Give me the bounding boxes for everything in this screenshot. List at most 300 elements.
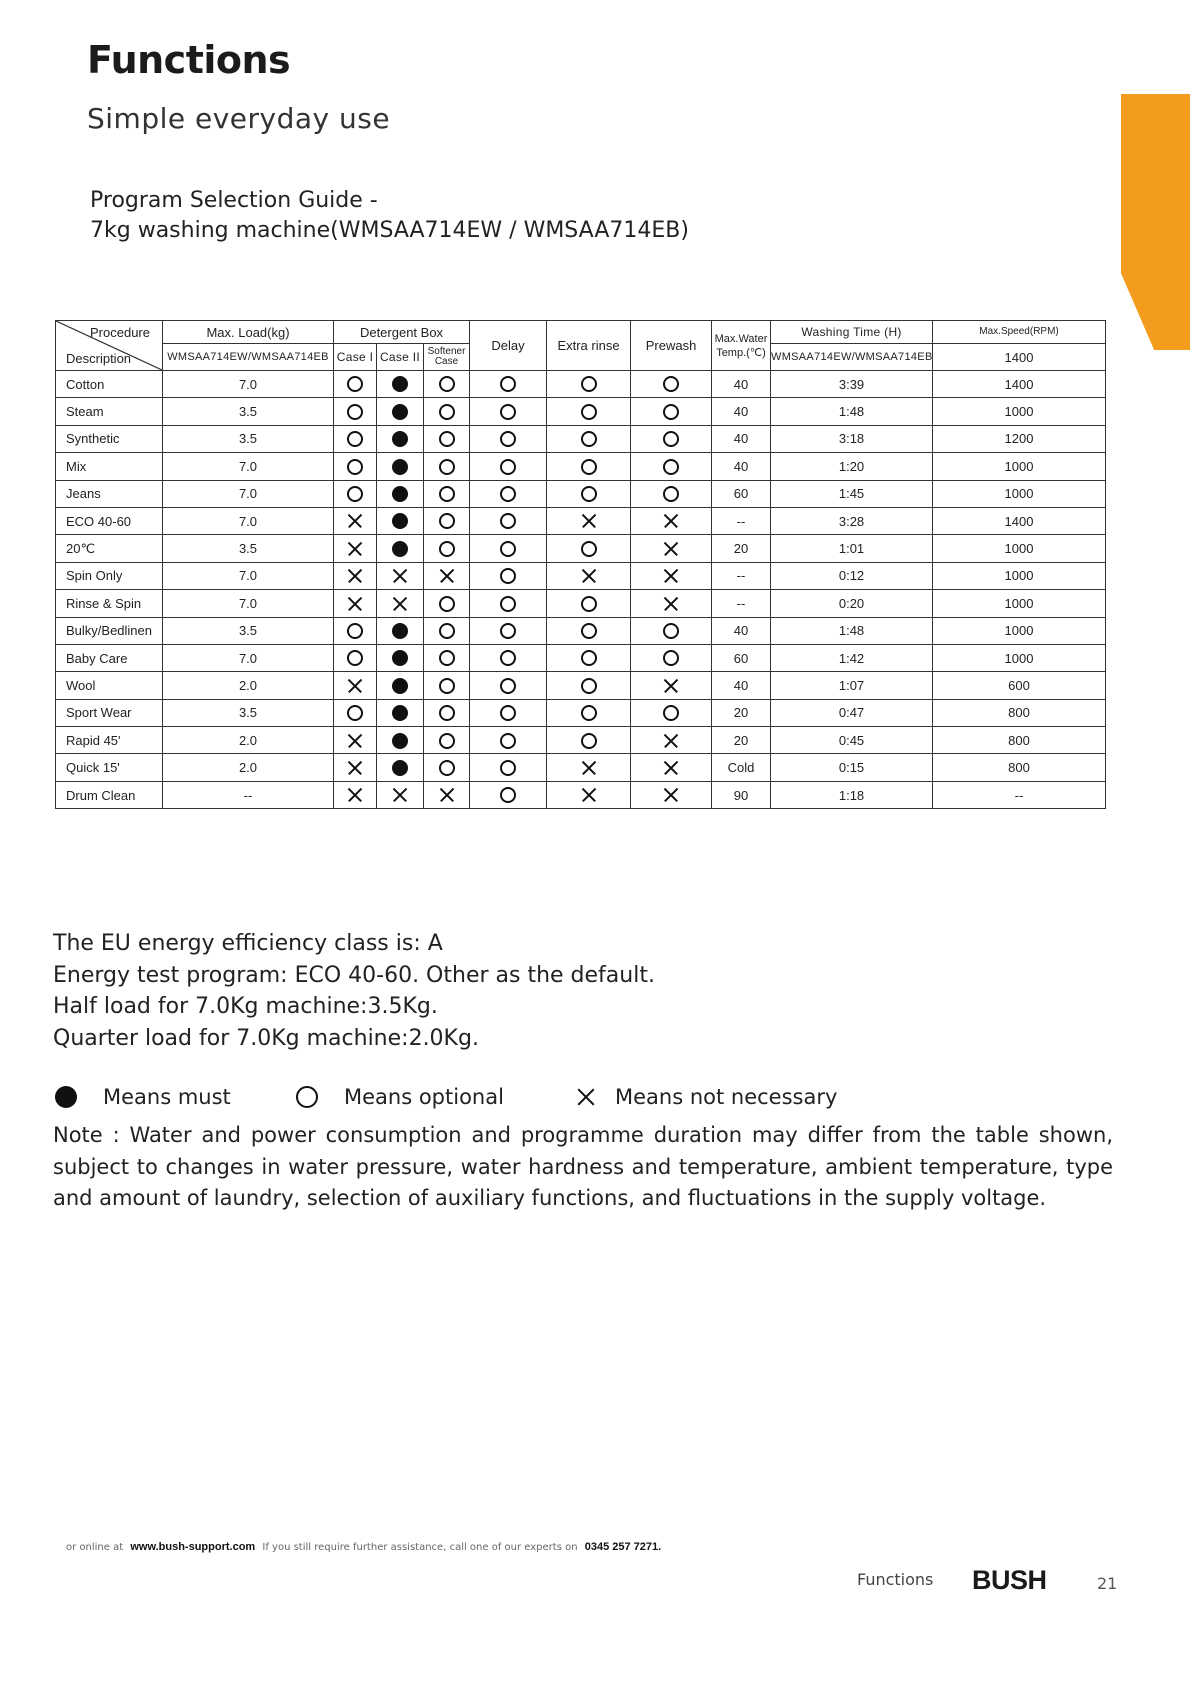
delay-header: Delay [470,321,547,371]
cross-icon [347,760,363,776]
max-speed-cell: 1200 [933,425,1106,452]
open-circle-icon [581,678,597,694]
filled-circle-icon [392,513,408,529]
case1-cell [334,507,377,534]
case1-cell [334,644,377,671]
washing-time-cell: 1:45 [771,480,933,507]
max-load-cell: 3.5 [163,699,334,726]
max-speed-cell: 1000 [933,644,1106,671]
softener-case-header [424,344,470,371]
max-load-cell: 2.0 [163,727,334,754]
open-circle-icon [500,650,516,666]
load-model-header: WMSAA714EW/WMSAA714EB [163,344,334,371]
case1-cell [334,754,377,781]
extra-rinse-cell [547,590,631,617]
footer-middle-text: If you still require further assistance, call one of our experts on [262,1542,578,1553]
delay-cell [470,617,547,644]
washing-time-cell: 0:12 [771,562,933,589]
cross-icon [392,568,408,584]
delay-cell [470,425,547,452]
open-circle-icon [347,623,363,639]
footer-phone: 0345 257 7271. [584,1541,662,1553]
delay-cell [470,590,547,617]
open-circle-icon [500,541,516,557]
procedure-description-header [56,321,163,371]
max-load-cell: 3.5 [163,617,334,644]
extra-rinse-cell [547,617,631,644]
open-circle-icon [663,376,679,392]
program-name-cell: Synthetic [56,425,163,452]
open-circle-icon [500,787,516,803]
max-speed-cell: 1000 [933,590,1106,617]
softener-cell [424,507,470,534]
orange-corner-tab [1121,94,1190,350]
extra-rinse-cell [547,398,631,425]
extra-rinse-cell [547,672,631,699]
filled-circle-icon [392,376,408,392]
max-water-temp-header [712,321,771,371]
open-circle-icon [439,513,455,529]
table-row [56,371,1106,398]
case2-cell [377,398,424,425]
case2-cell [377,480,424,507]
energy-test-program-line: Energy test program: ECO 40-60. Other as the default. [53,962,655,988]
cross-icon [663,513,679,529]
program-name-cell: Wool [56,672,163,699]
washing-time-cell: 0:45 [771,727,933,754]
detergent-box-header: Detergent Box [334,321,470,344]
open-circle-icon [500,376,516,392]
extra-rinse-header: Extra rinse [547,321,631,371]
max-load-cell: 3.5 [163,398,334,425]
open-circle-icon [439,623,455,639]
softener-cell [424,562,470,589]
table-row [56,727,1106,754]
open-circle-icon [581,541,597,557]
table-row [56,644,1106,671]
case2-cell [377,590,424,617]
open-circle-icon [439,650,455,666]
water-temp-cell: 60 [712,480,771,507]
washing-time-cell: 0:15 [771,754,933,781]
softener-cell [424,480,470,507]
case1-cell [334,371,377,398]
speed-model-header: 1400 [933,344,1106,371]
cross-icon [663,733,679,749]
open-circle-icon [500,596,516,612]
softener-cell [424,754,470,781]
open-circle-icon [439,404,455,420]
case2-cell [377,781,424,808]
max-load-cell: 7.0 [163,562,334,589]
open-circle-icon [439,459,455,475]
cross-icon [347,568,363,584]
max-load-cell: 2.0 [163,754,334,781]
cross-icon [581,760,597,776]
cross-icon [439,568,455,584]
case2-header: Case II [377,344,424,371]
legend-optional-label: Means optional [344,1085,504,1109]
half-load-line: Half load for 7.0Kg machine:3.5Kg. [53,994,438,1019]
prewash-cell [631,781,712,808]
case2-cell [377,754,424,781]
footer-support-line [66,1541,665,1553]
brand-logo: BUSH [972,1565,1047,1595]
water-temp-cell: 40 [712,398,771,425]
washing-time-cell: 0:47 [771,699,933,726]
open-circle-icon [439,596,455,612]
prewash-cell [631,644,712,671]
delay-cell [470,507,547,534]
extra-rinse-cell [547,781,631,808]
case1-header: Case I [334,344,377,371]
water-temp-cell: 20 [712,727,771,754]
max-speed-cell: 1000 [933,453,1106,480]
quarter-load-line: Quarter load for 7.0Kg machine:2.0Kg. [53,1025,479,1051]
extra-rinse-cell [547,562,631,589]
cross-icon [581,568,597,584]
max-load-cell: 7.0 [163,371,334,398]
washing-time-model-header: WMSAA714EW/WMSAA714EB [771,344,933,371]
program-name-cell: Cotton [56,371,163,398]
cross-icon [663,760,679,776]
case2-cell [377,644,424,671]
case1-cell [334,699,377,726]
filled-circle-icon [392,678,408,694]
open-circle-icon [347,376,363,392]
open-circle-icon [500,705,516,721]
prewash-cell [631,672,712,699]
washing-time-cell: 1:48 [771,398,933,425]
water-temp-cell: 90 [712,781,771,808]
washing-time-cell: 3:39 [771,371,933,398]
max-load-cell: 2.0 [163,672,334,699]
max-speed-cell: 600 [933,672,1106,699]
extra-rinse-cell [547,644,631,671]
extra-rinse-cell [547,480,631,507]
table-row [56,453,1106,480]
max-speed-cell: 800 [933,699,1106,726]
program-name-cell: Mix [56,453,163,480]
cross-icon [347,733,363,749]
open-circle-icon [347,404,363,420]
prewash-cell [631,617,712,644]
open-circle-icon [347,486,363,502]
open-circle-icon [663,459,679,475]
max-speed-cell: 1000 [933,617,1106,644]
washing-time-cell: 1:20 [771,453,933,480]
max-speed-cell: 800 [933,727,1106,754]
max-speed-cell: 800 [933,754,1106,781]
case2-cell [377,562,424,589]
page-title: Functions [87,38,291,82]
open-circle-icon [581,650,597,666]
delay-cell [470,535,547,562]
open-circle-icon [439,678,455,694]
open-circle-icon [439,733,455,749]
case1-cell [334,480,377,507]
case1-cell [334,535,377,562]
max-load-cell: 7.0 [163,453,334,480]
max-load-cell: 7.0 [163,590,334,617]
water-temp-cell: 40 [712,453,771,480]
filled-circle-icon [392,733,408,749]
case1-cell [334,781,377,808]
open-circle-icon [581,431,597,447]
open-circle-icon [500,733,516,749]
table-row [56,425,1106,452]
prewash-cell [631,453,712,480]
max-load-cell: 7.0 [163,480,334,507]
washing-time-cell: 1:42 [771,644,933,671]
water-temp-cell: 40 [712,672,771,699]
max-speed-cell: 1000 [933,535,1106,562]
softener-cell [424,781,470,808]
delay-cell [470,562,547,589]
case2-cell [377,727,424,754]
max-speed-cell: -- [933,781,1106,808]
open-circle-icon [439,541,455,557]
cross-icon [663,787,679,803]
open-circle-icon [663,650,679,666]
prewash-cell [631,562,712,589]
prewash-cell [631,371,712,398]
washing-time-cell: 1:07 [771,672,933,699]
cross-icon [392,596,408,612]
open-circle-icon [347,459,363,475]
filled-circle-icon [392,705,408,721]
case2-cell [377,371,424,398]
open-circle-icon [581,596,597,612]
water-temp-cell: -- [712,507,771,534]
table-row [56,507,1106,534]
energy-info [53,928,655,1054]
delay-cell [470,371,547,398]
table-row [56,562,1106,589]
open-circle-icon [581,705,597,721]
washing-time-cell: 0:20 [771,590,933,617]
washing-time-cell: 3:18 [771,425,933,452]
cross-icon [577,1088,595,1106]
max-speed-cell: 1000 [933,398,1106,425]
extra-rinse-cell [547,453,631,480]
case1-cell [334,562,377,589]
washing-time-header: Washing Time (H) [771,321,933,344]
open-circle-icon [500,513,516,529]
filled-circle-icon [392,486,408,502]
open-circle-icon [581,459,597,475]
max-speed-cell: 1400 [933,507,1106,534]
open-circle-icon [581,733,597,749]
max-load-cell: -- [163,781,334,808]
open-circle-icon [439,760,455,776]
filled-circle-icon [392,623,408,639]
softener-cell [424,672,470,699]
softener-cell [424,371,470,398]
max-speed-cell: 1000 [933,480,1106,507]
open-circle-icon [500,760,516,776]
delay-cell [470,754,547,781]
guide-title-line-1: Program Selection Guide - [90,188,378,213]
open-circle-icon [347,431,363,447]
cross-icon [663,596,679,612]
open-circle-icon [439,705,455,721]
water-temp-cell: Cold [712,754,771,781]
softener-cell [424,617,470,644]
open-circle-icon [581,623,597,639]
prewash-cell [631,590,712,617]
cross-icon [581,787,597,803]
case2-cell [377,672,424,699]
guide-title-line-2: 7kg washing machine(WMSAA714EW / WMSAA714EB) [90,218,689,243]
prewash-cell [631,535,712,562]
softener-cell [424,699,470,726]
prewash-cell [631,727,712,754]
open-circle-icon [500,404,516,420]
table-row [56,672,1106,699]
open-circle-icon [581,404,597,420]
program-name-cell: Quick 15' [56,754,163,781]
max-load-cell: 7.0 [163,507,334,534]
case2-cell [377,617,424,644]
water-temp-cell: 40 [712,371,771,398]
legend-not-necessary [577,1085,837,1109]
cross-icon [347,513,363,529]
open-circle-icon [663,404,679,420]
open-circle-icon [500,678,516,694]
filled-circle-icon [392,404,408,420]
procedure-label: Procedure [90,325,150,340]
extra-rinse-cell [547,727,631,754]
delay-cell [470,480,547,507]
legend-must-label: Means must [103,1085,231,1109]
case1-cell [334,453,377,480]
program-name-cell: Steam [56,398,163,425]
cross-icon [663,678,679,694]
delay-cell [470,727,547,754]
program-name-cell: Drum Clean [56,781,163,808]
delay-cell [470,644,547,671]
water-temp-cell: -- [712,590,771,617]
program-name-cell: Baby Care [56,644,163,671]
open-circle-icon [500,623,516,639]
description-label: Description [66,351,132,366]
open-circle-icon [500,486,516,502]
open-circle-icon [500,431,516,447]
softener-cell [424,644,470,671]
open-circle-icon [439,376,455,392]
cross-icon [663,541,679,557]
open-circle-icon [439,486,455,502]
case2-cell [377,425,424,452]
guide-title [90,186,689,246]
legend-optional [296,1085,504,1109]
filled-circle-icon [392,541,408,557]
extra-rinse-cell [547,371,631,398]
program-name-cell: 20℃ [56,535,163,562]
prewash-cell [631,699,712,726]
water-temp-cell: 40 [712,617,771,644]
open-circle-icon [347,650,363,666]
case1-cell [334,398,377,425]
table-row [56,480,1106,507]
delay-cell [470,672,547,699]
max-water-temp-line-1: Max.Water [714,332,768,345]
prewash-cell [631,398,712,425]
cross-icon [392,787,408,803]
program-name-cell: Bulky/Bedlinen [56,617,163,644]
page-number: 21 [1097,1574,1118,1593]
table-row [56,535,1106,562]
cross-icon [347,541,363,557]
water-temp-cell: 20 [712,699,771,726]
max-load-header: Max. Load(kg) [163,321,334,344]
delay-cell [470,453,547,480]
filled-circle-icon [392,760,408,776]
prewash-cell [631,507,712,534]
open-circle-icon [663,705,679,721]
case1-cell [334,617,377,644]
softener-line-1: Softener [427,346,466,357]
open-circle-icon [581,486,597,502]
max-load-cell: 3.5 [163,425,334,452]
washing-time-cell: 1:18 [771,781,933,808]
max-load-cell: 7.0 [163,644,334,671]
table-row [56,754,1106,781]
table-row [56,617,1106,644]
extra-rinse-cell [547,754,631,781]
max-speed-cell: 1000 [933,562,1106,589]
case2-cell [377,453,424,480]
footer-website-link[interactable]: www.bush-support.com [130,1541,256,1553]
case1-cell [334,727,377,754]
cross-icon [347,596,363,612]
open-circle-icon [663,623,679,639]
open-circle-icon [663,431,679,447]
max-load-cell: 3.5 [163,535,334,562]
table-row [56,590,1106,617]
case2-cell [377,507,424,534]
softener-cell [424,453,470,480]
footer-section-name: Functions [857,1570,934,1589]
filled-circle-icon [55,1086,77,1108]
open-circle-icon [500,568,516,584]
case1-cell [334,672,377,699]
program-selection-table [55,320,1106,809]
max-water-temp-line-2: Temp.(℃) [716,346,766,359]
program-name-cell: Rapid 45' [56,727,163,754]
delay-cell [470,699,547,726]
prewash-cell [631,480,712,507]
softener-cell [424,727,470,754]
open-circle-icon [581,376,597,392]
case2-cell [377,535,424,562]
softener-cell [424,425,470,452]
max-speed-header: Max.Speed(RPM) [933,321,1106,344]
table-row [56,699,1106,726]
filled-circle-icon [392,431,408,447]
page-subtitle: Simple everyday use [87,102,391,135]
extra-rinse-cell [547,507,631,534]
open-circle-icon [347,705,363,721]
open-circle-icon [500,459,516,475]
water-temp-cell: 60 [712,644,771,671]
case2-cell [377,699,424,726]
symbol-legend [53,1085,1103,1115]
softener-cell [424,535,470,562]
open-circle-icon [663,486,679,502]
water-temp-cell: 20 [712,535,771,562]
